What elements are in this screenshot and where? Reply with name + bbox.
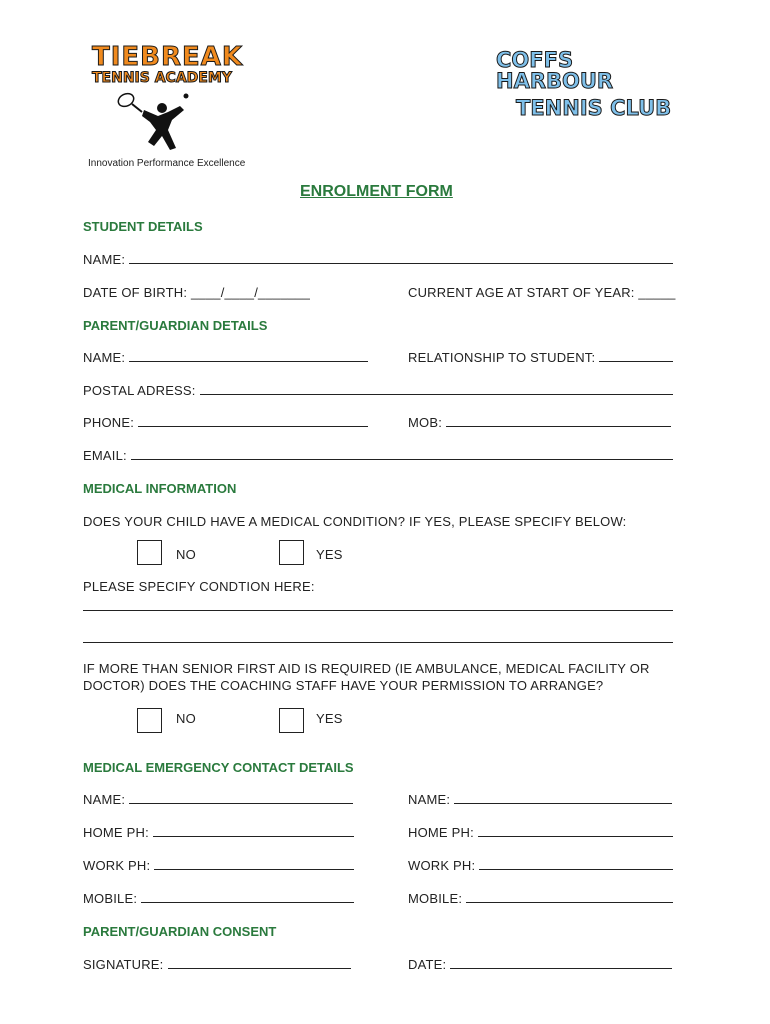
student-name-field[interactable] bbox=[83, 252, 673, 267]
academy-logo-line1: TIEBREAK bbox=[92, 42, 244, 72]
emergency-work-ph-1-field[interactable] bbox=[83, 858, 354, 873]
emergency-name-1-label: NAME: bbox=[83, 792, 126, 807]
medical-condition-yes-checkbox[interactable] bbox=[279, 540, 304, 565]
emergency-name-1-field[interactable] bbox=[83, 792, 353, 807]
emergency-mobile-2-label: MOBILE: bbox=[408, 891, 463, 906]
email-field[interactable] bbox=[83, 448, 673, 463]
specify-condition-line-1[interactable] bbox=[83, 610, 673, 611]
emergency-name-2-label: NAME: bbox=[408, 792, 451, 807]
emergency-home-ph-2-line[interactable] bbox=[478, 835, 673, 837]
medical-condition-no-checkbox[interactable] bbox=[137, 540, 162, 565]
emergency-mobile-1-field[interactable] bbox=[83, 891, 354, 906]
specify-condition-line-2[interactable] bbox=[83, 642, 673, 643]
tennis-player-icon bbox=[114, 90, 204, 154]
emergency-work-ph-2-label: WORK PH: bbox=[408, 858, 476, 873]
phone-field[interactable] bbox=[83, 415, 368, 430]
emergency-mobile-1-line[interactable] bbox=[141, 901, 354, 903]
medical-question-1: DOES YOUR CHILD HAVE A MEDICAL CONDITION? IF YES, PLEASE SPECIFY BELOW: bbox=[83, 514, 627, 529]
emergency-mobile-2-line[interactable] bbox=[466, 901, 673, 903]
email-line[interactable] bbox=[131, 458, 673, 460]
club-logo-line1: COFFS HARBOUR bbox=[496, 48, 614, 93]
permission-no-checkbox[interactable] bbox=[137, 708, 162, 733]
emergency-contact-heading: MEDICAL EMERGENCY CONTACT DETAILS bbox=[83, 760, 354, 775]
permission-no-label: NO bbox=[176, 711, 196, 726]
consent-heading: PARENT/GUARDIAN CONSENT bbox=[83, 924, 277, 939]
permission-yes-label: YES bbox=[316, 711, 343, 726]
emergency-home-ph-1-field[interactable] bbox=[83, 825, 354, 840]
student-age-field[interactable]: CURRENT AGE AT START OF YEAR: _____ bbox=[408, 285, 676, 300]
medical-question-2-line1: IF MORE THAN SENIOR FIRST AID IS REQUIRED (IE AMBULANCE, MEDICAL FACILITY OR bbox=[83, 661, 650, 676]
emergency-home-ph-2-field[interactable] bbox=[408, 825, 673, 840]
relationship-label: RELATIONSHIP TO STUDENT: bbox=[408, 350, 596, 365]
relationship-field[interactable] bbox=[408, 350, 673, 365]
medical-info-heading: MEDICAL INFORMATION bbox=[83, 481, 237, 496]
parent-name-label: NAME: bbox=[83, 350, 126, 365]
parent-details-heading: PARENT/GUARDIAN DETAILS bbox=[83, 318, 268, 333]
signature-label: SIGNATURE: bbox=[83, 957, 164, 972]
email-label: EMAIL: bbox=[83, 448, 127, 463]
student-name-line[interactable] bbox=[129, 262, 673, 264]
specify-condition-label: PLEASE SPECIFY CONDTION HERE: bbox=[83, 579, 315, 594]
academy-logo bbox=[88, 42, 246, 174]
emergency-work-ph-2-field[interactable] bbox=[408, 858, 673, 873]
academy-logo-line2: TENNIS ACADEMY bbox=[92, 70, 232, 86]
club-logo bbox=[496, 48, 676, 120]
medical-condition-yes-label: YES bbox=[316, 547, 343, 562]
student-dob-field[interactable]: DATE OF BIRTH: ____/____/_______ bbox=[83, 285, 311, 300]
medical-question-2-line2: DOCTOR) DOES THE COACHING STAFF HAVE YOUR PERMISSION TO ARRANGE? bbox=[83, 678, 604, 693]
medical-condition-no-label: NO bbox=[176, 547, 196, 562]
postal-address-field[interactable] bbox=[83, 383, 673, 398]
phone-line[interactable] bbox=[138, 425, 368, 427]
student-details-heading: STUDENT DETAILS bbox=[83, 219, 203, 234]
postal-address-line[interactable] bbox=[200, 393, 673, 395]
phone-label: PHONE: bbox=[83, 415, 135, 430]
emergency-mobile-2-field[interactable] bbox=[408, 891, 673, 906]
date-line[interactable] bbox=[450, 967, 672, 969]
postal-address-label: POSTAL ADRESS: bbox=[83, 383, 196, 398]
form-title: ENROLMENT FORM bbox=[300, 183, 453, 200]
parent-name-field[interactable] bbox=[83, 350, 368, 365]
date-field[interactable] bbox=[408, 957, 672, 972]
emergency-home-ph-1-line[interactable] bbox=[153, 835, 354, 837]
permission-yes-checkbox[interactable] bbox=[279, 708, 304, 733]
parent-name-line[interactable] bbox=[129, 360, 368, 362]
signature-line[interactable] bbox=[168, 967, 352, 969]
emergency-work-ph-2-line[interactable] bbox=[479, 868, 673, 870]
club-logo-line2: TENNIS CLUB bbox=[516, 96, 672, 120]
relationship-line[interactable] bbox=[599, 360, 673, 362]
mob-label: MOB: bbox=[408, 415, 443, 430]
emergency-work-ph-1-label: WORK PH: bbox=[83, 858, 151, 873]
signature-field[interactable] bbox=[83, 957, 351, 972]
mob-field[interactable] bbox=[408, 415, 671, 430]
emergency-work-ph-1-line[interactable] bbox=[154, 868, 354, 870]
mob-line[interactable] bbox=[446, 425, 671, 427]
emergency-name-2-line[interactable] bbox=[454, 802, 672, 804]
academy-tagline: Innovation Performance Excellence bbox=[88, 158, 246, 169]
student-name-label: NAME: bbox=[83, 252, 126, 267]
emergency-name-2-field[interactable] bbox=[408, 792, 672, 807]
emergency-name-1-line[interactable] bbox=[129, 802, 353, 804]
emergency-home-ph-2-label: HOME PH: bbox=[408, 825, 474, 840]
date-label: DATE: bbox=[408, 957, 447, 972]
emergency-mobile-1-label: MOBILE: bbox=[83, 891, 138, 906]
emergency-home-ph-1-label: HOME PH: bbox=[83, 825, 149, 840]
